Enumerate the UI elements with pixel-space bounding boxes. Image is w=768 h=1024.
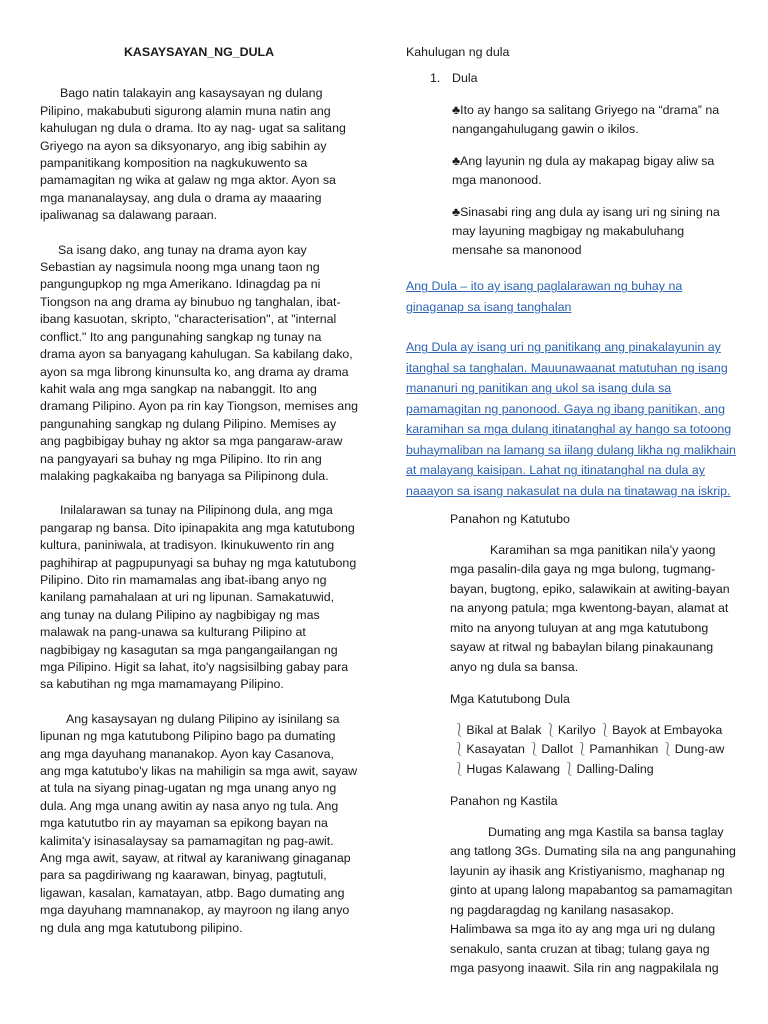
left-column xyxy=(40,44,358,954)
tag: ⎱ Bikal at Balak xyxy=(450,723,541,737)
hyperlink-definition[interactable]: Ang Dula – ito ay isang paglalarawan ng buhay na ginaganap sa isang tanghalan xyxy=(406,279,683,314)
section-heading: Panahon ng Kastila xyxy=(450,794,558,809)
tag: ⎱ Hugas Kalawang xyxy=(450,762,560,776)
paragraph: Bago natin talakayin ang kasaysayan ng dulang Pilipino, makabubuti sigurong alamin muna natin ang kahulugan ng dula o drama. Ito ay nag- ugat sa salitang Griyego na ayon sa diksyonaryo, ang ibig sabihin ay pampanitikang komposition na nagkukuwento sa pamamagitan ng wika at galaw ng mga aktor. Ayon sa mga mananalaysay, ang dula o drama ay maaaring ipaliwanag sa dalawang paraan. xyxy=(40,86,346,223)
document-title: KASAYSAYAN_NG_DULA xyxy=(123,45,275,59)
bullet-item: ♣Ang layunin ng dula ay makapag bigay aliw sa mga manonood. xyxy=(452,154,715,188)
paragraph: Karamihan sa mga panitikan nila'y yaong mga pasalin-dila gaya ng mga bulong, tugmang-bayan, bugtong, epiko, salawikain at awiting-bayan na anyong patula; mga kwentong-bayan, alamat at mito na anyong tuluyan at ang mga katutubong sayaw at ritwal ng babaylan bilang pinakaunang anyo ng dula sa bansa. xyxy=(450,542,730,674)
list-number: 1. xyxy=(430,71,441,86)
paragraph: Dumating ang mga Kastila sa bansa taglay ang tatlong 3Gs. Dumating sila na ang pangunahing layunin ay ihasik ang Kristiyanismo, maghanap ng ginto at upang lalong mapabantog sa pamamagitan ng pagdaragdag ng kanilang nasasakop. Halimbawa sa mga ito ay ang mga uri ng dulang senakulo, santa cruzan at tibag; tulang gaya ng mga pasyong inaawit. Sila rin ang nagpakilala ng xyxy=(450,824,736,976)
bullet-item: ♣Ito ay hango sa salitang Griyego na “drama” na nangangahulugang gawin o ikilos. xyxy=(452,103,720,137)
section-heading: Kahulugan ng dula xyxy=(406,45,510,59)
tag: ⎱ Dalling-Daling xyxy=(560,762,654,776)
section-heading: Mga Katutubong Dula xyxy=(450,692,570,707)
tag: ⎱ Pamanhikan xyxy=(573,742,658,756)
tag: ⎱ Bayok at Embayoka xyxy=(596,723,723,737)
right-column xyxy=(406,44,736,996)
tag: ⎱ Dung-aw xyxy=(658,742,724,756)
bullet-item: ♣Sinasabi ring ang dula ay isang uri ng sining na may layuning magbigay ng makabuluhang mensahe sa manonood xyxy=(452,205,720,258)
tag: ⎱ Dallot xyxy=(525,742,573,756)
paragraph: Sa isang dako, ang tunay na drama ayon kay Sebastian ay nagsimula noong mga unang taon ng pangungupkop ng mga Amerikano. Idinagdag pa ni Tiongson na ang drama ay binubuo ng tanghalan, ibat-ibang kasuotan, skripto, "characterisation", at "internal conflict." Ito ang pangunahing sangkap ng tunay na drama ayon sa banyagang kahulugan. Sa kabilang dako, ayon sa mga librong kinunsulta ko, ang drama ay drama kahit wala ang mga sangkap na nabanggit. Ito ang dramang Pilipino. Ayon pa rin kay Tiongson, memises ang pangunahing sangkap ng dulang Pilipino. Memises ay ang pagbibigay buhay ng aktor sa mga pangaraw-araw na pangyayari sa buhay ng mga Pilipino. Ito rin ang malaking pagkakaiba ng banyaga sa Pilipinong dula. xyxy=(40,242,358,483)
list-label: Dula xyxy=(452,71,478,86)
tag: ⎱ Karilyo xyxy=(541,723,595,737)
paragraph: Inilalarawan sa tunay na Pilipinong dula, ang mga pangarap ng bansa. Dito ipinapakita ang mga katutubong kultura, paniniwala, at tradisyon. Ikinukuwento rin ang paghihirap at pagpupunyagi sa buhay ng mga katutubong Pilipino. Dito rin mamamalas ang ibat-ibang anyo ng kanilang pamahalaan at uri ng lipunan. Samakatuwid, ang tunay na dulang Pilipino ay nagbibigay ng mas malawak na pang-unawa sa kulturang Pilipino at nagbibigay ng kasagutan sa mga pangangailangan ng mga Pilipino. Higit sa lahat, ito'y nagsisilbing gabay para sa kabutihan ng mga mamamayang Pilipino. xyxy=(40,503,357,692)
hyperlink-paragraph[interactable]: Ang Dula ay isang uri ng panitikang ang pinakalayunin ay itanghal sa tanghalan. Mauunawaanat matutuhan ng isang mananuri ng panitikan ang ukol sa isang dula sa pamamagitan ng panonood. Gaya ng ibang panitikan, ang karamihan sa mga dulang itinatanghal ay hango sa totoong buhaymaliban na lamang sa iilang dulang likha ng malikhain at malayang kaisipan. Lahat ng itinatanghal na dula ay naaayon sa isang nakasulat na dula na tinatawag na iskrip. xyxy=(406,340,736,498)
tag: ⎱ Kasayatan xyxy=(450,742,525,756)
tag-list xyxy=(450,721,736,780)
section-heading: Panahon ng Katutubo xyxy=(450,512,570,527)
numbered-item xyxy=(406,71,736,85)
paragraph: Ang kasaysayan ng dulang Pilipino ay isinilang sa lipunan ng mga katutubong Pilipino bago pa dumating ang mga dayuhang mananakop. Ayon kay Casanova, ang mga katutubo'y likas na mahiligin sa mga awit, sayaw at tula na siyang pinag-ugatan ng mga unang anyo ng dula. Ang mga unang awitin ay nasa anyo ng tula. Ang mga katututbo rin ay mayaman sa epikong bayan na kalimita'y isinasalaysay sa pamamagitan ng pag-awit. Ang mga awit, sayaw, at ritwal ay karaniwang ginaganap para sa pagdiriwang ng kaarawan, binyag, pagtutuli, ligawan, kasalan, kamatayan, atbp. Bago dumating ang mga dayuhang mamnanakop, ay mayroon ng ilang anyo ng dula ang mga katutubong pilipino. xyxy=(40,711,358,935)
